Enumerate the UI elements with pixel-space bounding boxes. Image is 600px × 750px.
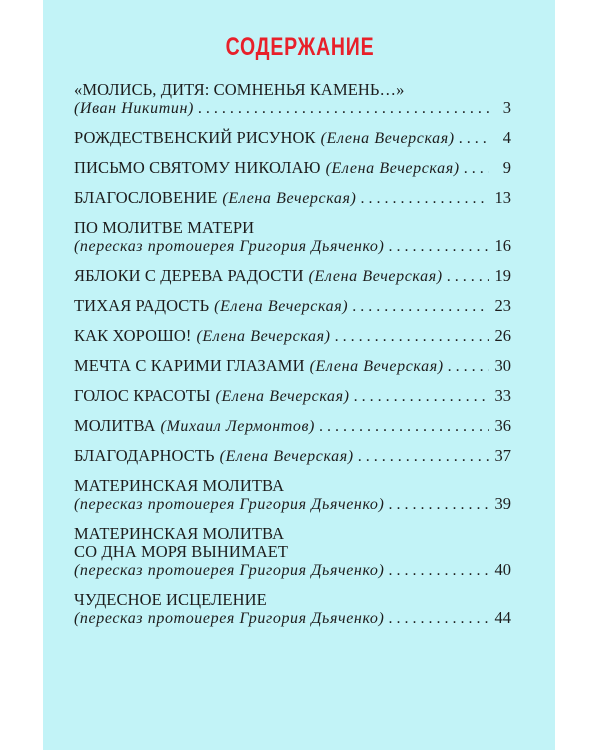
toc-entry-line <box>74 267 511 285</box>
dot-leader <box>388 562 488 580</box>
toc-entry-author: (пересказ протоиерея Григория Дьяченко) <box>74 562 385 579</box>
toc-entry-line <box>74 327 511 345</box>
toc-entry-line <box>74 543 511 561</box>
toc-entry-page-number: 30 <box>494 356 511 375</box>
toc-entry-line <box>74 357 511 375</box>
toc-entry-author: (Елена Вечерская) <box>308 268 443 285</box>
toc-entry-line <box>74 525 511 543</box>
toc-entry-page-number: 23 <box>494 296 511 315</box>
toc-entry-author: (Елена Вечерская) <box>325 160 460 177</box>
toc-entry-line <box>74 129 511 147</box>
toc-entry-author: (Елена Вечерская) <box>320 130 455 147</box>
toc-entry-title: «МОЛИСЬ, ДИТЯ: СОМНЕНЬЯ КАМЕНЬ…» <box>74 80 405 99</box>
toc-entry[interactable] <box>74 267 511 285</box>
toc-entry-page-number: 4 <box>502 128 511 147</box>
toc-entry-author: (Иван Никитин) <box>74 100 194 117</box>
toc-entry-author: (Елена Вечерская) <box>222 190 357 207</box>
dot-leader <box>354 388 489 406</box>
toc-entry[interactable] <box>74 477 511 513</box>
dot-leader <box>388 238 488 256</box>
toc-entry-line <box>74 417 511 435</box>
toc-entry-line <box>74 609 511 627</box>
dot-leader <box>361 190 489 208</box>
toc-entry-line <box>74 591 511 609</box>
dot-leader <box>319 418 489 436</box>
table-of-contents <box>74 81 511 639</box>
toc-entry-author: (пересказ протоиерея Григория Дьяченко) <box>74 238 385 255</box>
toc-entry[interactable] <box>74 591 511 627</box>
toc-entry-line <box>74 297 511 315</box>
toc-entry-page-number: 16 <box>494 236 511 255</box>
toc-entry[interactable] <box>74 327 511 345</box>
toc-entry-author: (Елена Вечерская) <box>196 328 331 345</box>
toc-entry-line <box>74 99 511 117</box>
toc-entry-line <box>74 219 511 237</box>
dot-leader <box>459 130 489 148</box>
toc-entry-page-number: 19 <box>494 266 511 285</box>
toc-entry-page-number: 9 <box>502 158 511 177</box>
dot-leader <box>388 496 488 514</box>
toc-entry-author: (Елена Вечерская) <box>309 358 444 375</box>
toc-entry-title: РОЖДЕСТВЕНСКИЙ РИСУНОК <box>74 128 316 147</box>
toc-entry-title: БЛАГОДАРНОСТЬ <box>74 446 215 465</box>
toc-entry-page-number: 3 <box>502 98 511 117</box>
dot-leader <box>388 610 488 628</box>
toc-entry[interactable] <box>74 387 511 405</box>
toc-entry-title: КАК ХОРОШО! <box>74 326 192 345</box>
dot-leader <box>464 160 489 178</box>
toc-entry-line <box>74 81 511 99</box>
toc-entry-author: (Елена Вечерская) <box>214 298 349 315</box>
toc-entry-line <box>74 561 511 579</box>
dot-leader <box>448 358 489 376</box>
dot-leader <box>352 298 488 316</box>
toc-entry-line <box>74 495 511 513</box>
dot-leader <box>198 100 489 118</box>
toc-entry-author: (пересказ протоиерея Григория Дьяченко) <box>74 610 385 627</box>
toc-entry-page-number: 39 <box>494 494 511 513</box>
toc-entry[interactable] <box>74 417 511 435</box>
toc-entry[interactable] <box>74 129 511 147</box>
toc-entry[interactable] <box>74 357 511 375</box>
dot-leader <box>447 268 489 286</box>
toc-entry[interactable] <box>74 81 511 117</box>
toc-entry-line <box>74 159 511 177</box>
toc-entry-title: МЕЧТА С КАРИМИ ГЛАЗАМИ <box>74 356 305 375</box>
page-title: СОДЕРЖАНИЕ <box>225 33 375 61</box>
toc-entry-title: ПО МОЛИТВЕ МАТЕРИ <box>74 218 255 237</box>
toc-entry-page-number: 26 <box>494 326 511 345</box>
toc-entry-line <box>74 189 511 207</box>
toc-entry-title: МАТЕРИНСКАЯ МОЛИТВА <box>74 476 285 495</box>
toc-entry-page-number: 37 <box>494 446 511 465</box>
toc-entry-page-number: 33 <box>494 386 511 405</box>
toc-entry-page-number: 13 <box>494 188 511 207</box>
toc-entry-line <box>74 387 511 405</box>
toc-entry[interactable] <box>74 447 511 465</box>
toc-entry-title: МОЛИТВА <box>74 416 156 435</box>
toc-entry-author: (пересказ протоиерея Григория Дьяченко) <box>74 496 385 513</box>
toc-entry[interactable] <box>74 297 511 315</box>
toc-entry-line <box>74 477 511 495</box>
toc-entry-title: ГОЛОС КРАСОТЫ <box>74 386 211 405</box>
toc-entry-title: ТИХАЯ РАДОСТЬ <box>74 296 210 315</box>
toc-entry-author: (Михаил Лермонтов) <box>160 418 315 435</box>
toc-entry-title: ЯБЛОКИ С ДЕРЕВА РАДОСТИ <box>74 266 304 285</box>
toc-entry-author: (Елена Вечерская) <box>215 388 350 405</box>
toc-entry-title: ЧУДЕСНОЕ ИСЦЕЛЕНИЕ <box>74 590 267 609</box>
toc-entry[interactable] <box>74 159 511 177</box>
toc-entry-title: СО ДНА МОРЯ ВЫНИМАЕТ <box>74 542 289 561</box>
toc-entry-title: ПИСЬМО СВЯТОМУ НИКОЛАЮ <box>74 158 321 177</box>
toc-entry-line <box>74 447 511 465</box>
toc-entry[interactable] <box>74 219 511 255</box>
toc-entry-page-number: 36 <box>494 416 511 435</box>
toc-entry-title: БЛАГОСЛОВЕНИЕ <box>74 188 218 207</box>
toc-entry[interactable] <box>74 525 511 579</box>
toc-entry-line <box>74 237 511 255</box>
dot-leader <box>335 328 489 346</box>
toc-entry-title: МАТЕРИНСКАЯ МОЛИТВА <box>74 524 285 543</box>
toc-entry-author: (Елена Вечерская) <box>219 448 354 465</box>
toc-entry-page-number: 44 <box>494 608 511 627</box>
dot-leader <box>358 448 489 466</box>
toc-entry-page-number: 40 <box>494 560 511 579</box>
toc-entry[interactable] <box>74 189 511 207</box>
